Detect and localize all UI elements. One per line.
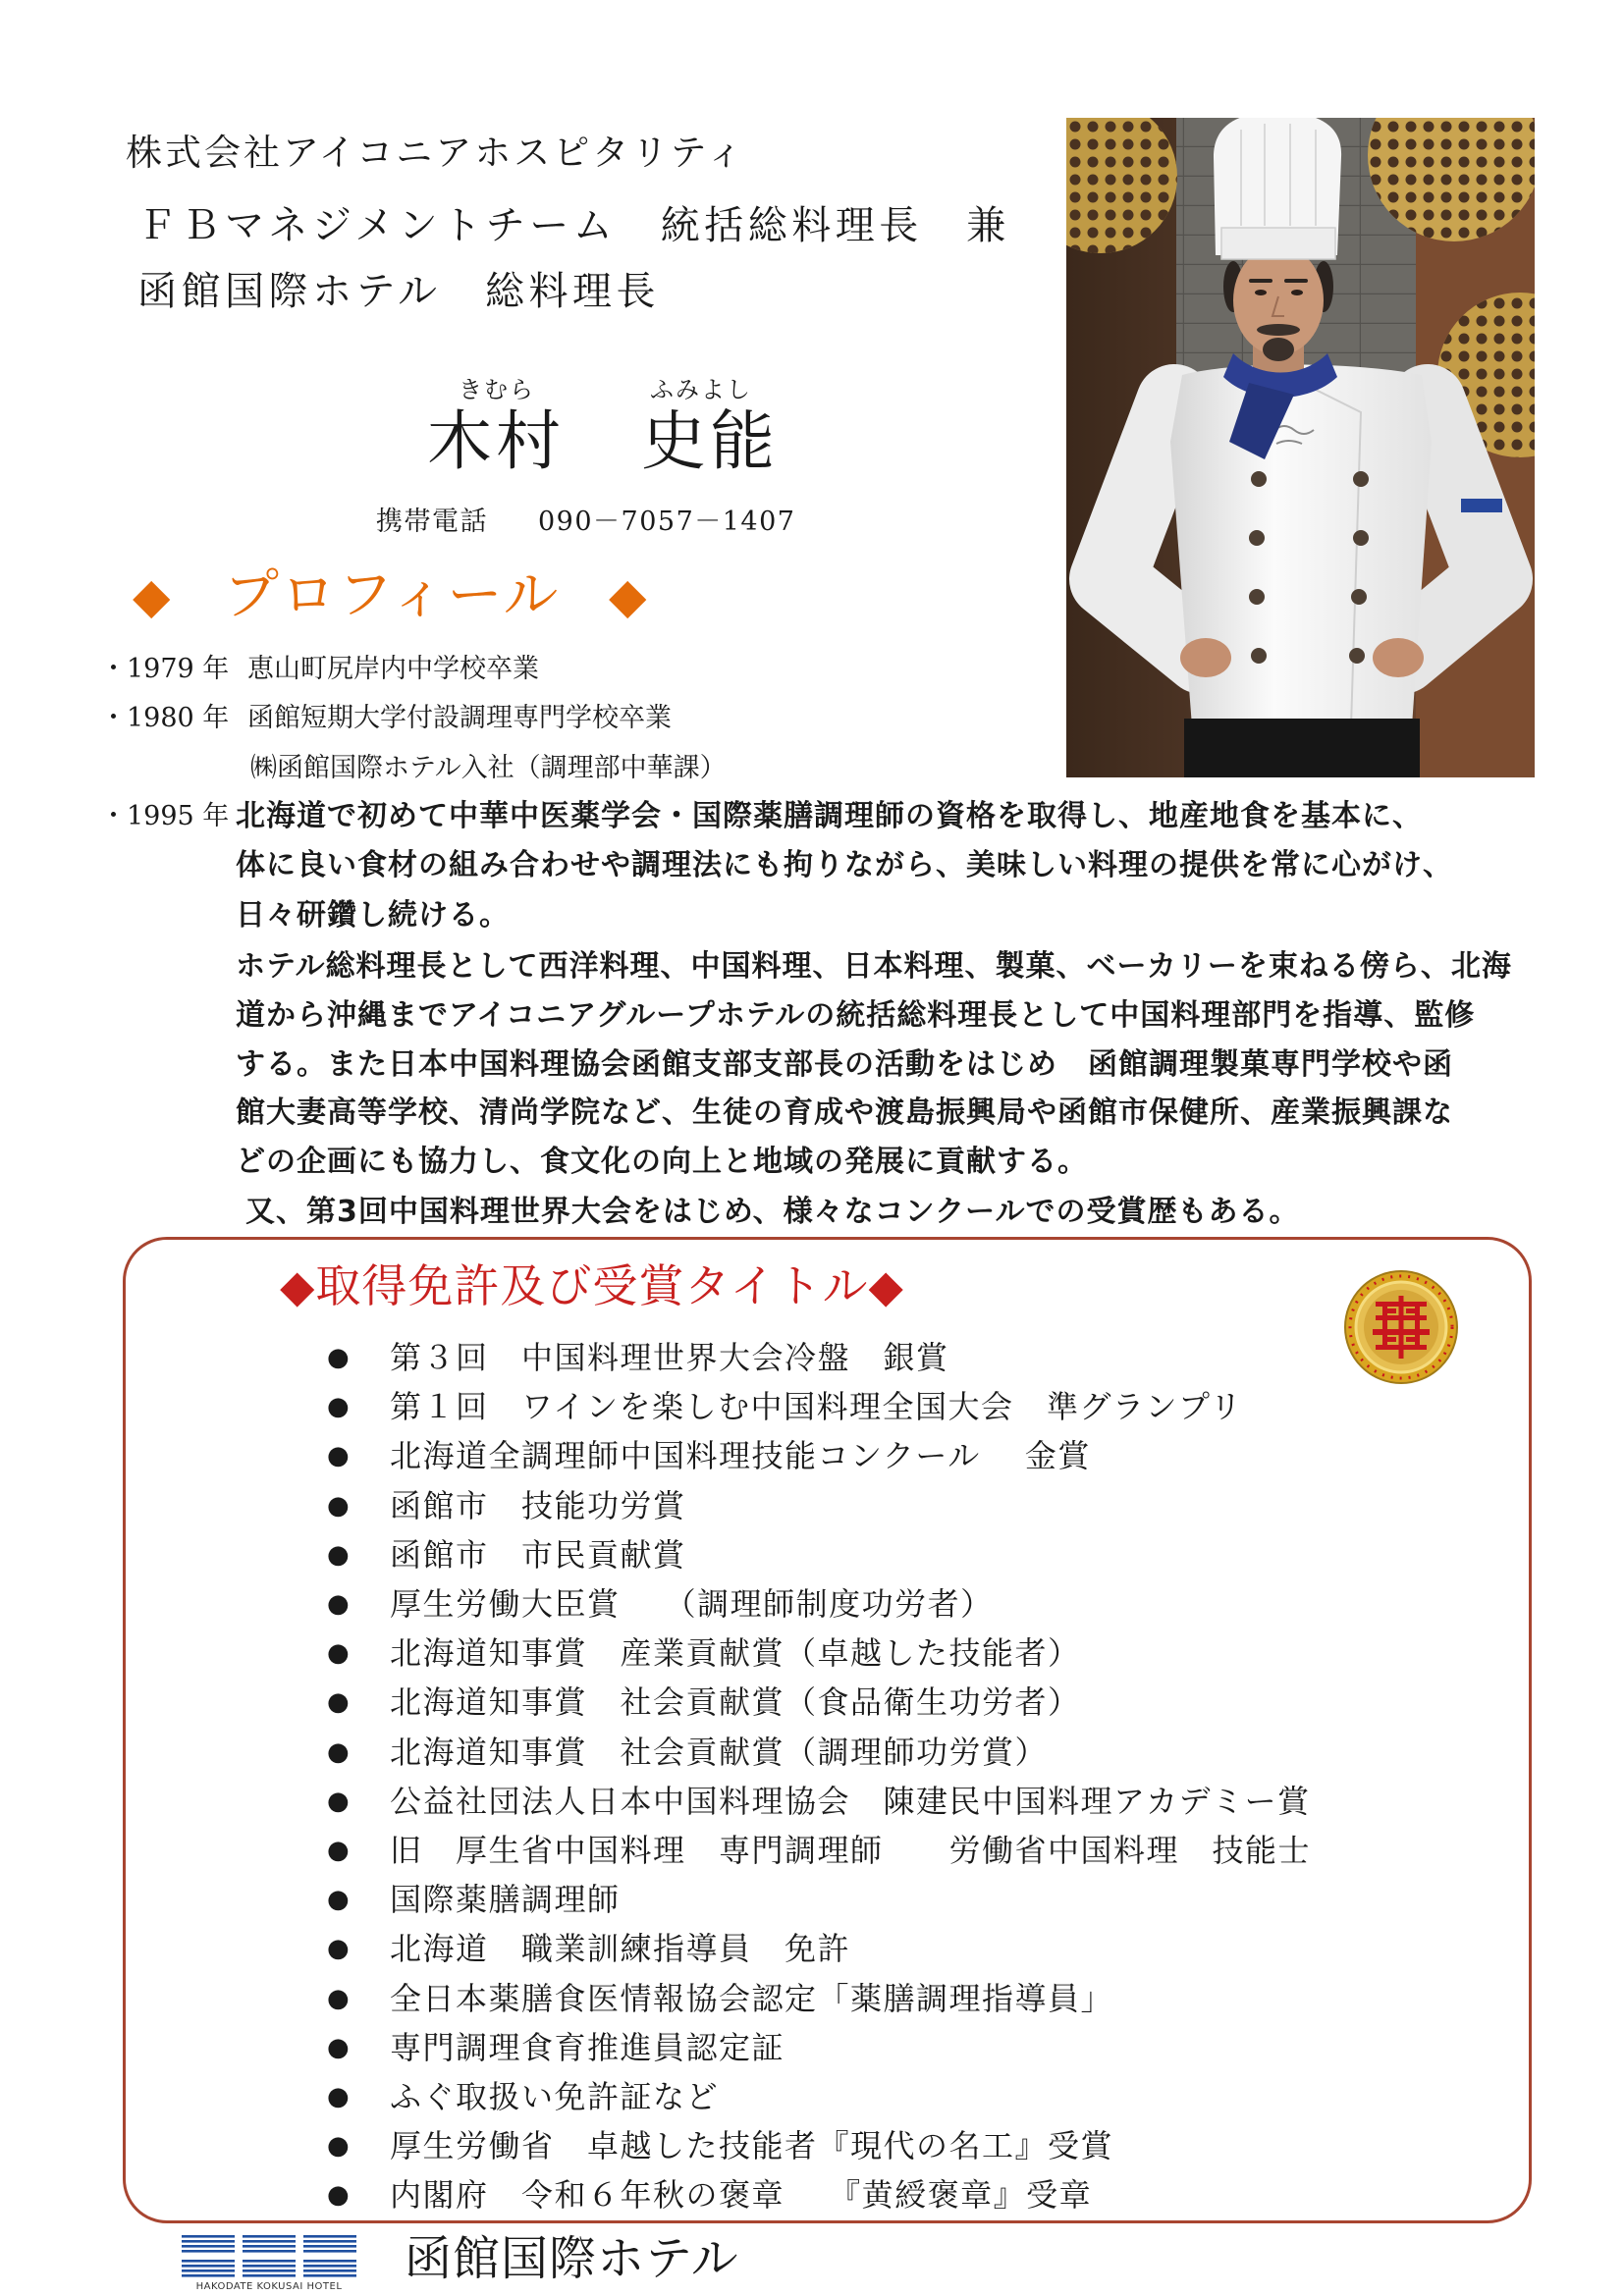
profile-detail-line: ホテル総料理長として西洋料理、中国料理、日本料理、製菓、ベーカリーを束ねる傍ら、北海: [236, 949, 1512, 984]
award-item: [327, 1431, 1311, 1480]
award-item: [327, 1333, 1311, 1382]
award-text: 函館市 技能功労賞: [390, 1486, 686, 1524]
award-item: [327, 1875, 1311, 1924]
award-text: 第３回 中国料理世界大会冷盤 銀賞: [390, 1339, 949, 1377]
award-item: [327, 1728, 1311, 1777]
bullet-icon: ●: [327, 1392, 350, 1422]
profile-detail-line: 体に良い食材の組み合わせや調理法にも拘りながら、美味しい料理の提供を常に心がけ、: [236, 848, 1453, 882]
bullet-icon: ●: [327, 2032, 350, 2062]
awards-list: [327, 1333, 1311, 2219]
award-text: 内閣府 令和６年秋の褒章 『黄綬褒章』受章: [390, 2176, 1093, 2215]
profile-detail-line: 又、第3回中国料理世界大会をはじめ、様々なコンクールでの受賞歴もある。: [245, 1195, 1300, 1229]
right-hand: [1373, 638, 1424, 677]
award-text: 厚生労働大臣賞 （調理師制度功労者）: [390, 1585, 994, 1624]
bullet-icon: ●: [327, 1589, 350, 1620]
award-item: [327, 1826, 1311, 1875]
timeline-year: ・1979 年: [100, 654, 230, 684]
award-item: [327, 1579, 1311, 1629]
award-item: [327, 1481, 1311, 1530]
bullet-icon: ●: [327, 1343, 350, 1373]
profile-detail-line: 日々研鑽し続ける。: [236, 898, 510, 933]
profile-detail-line: する。また日本中国料理協会函館支部支部長の活動をはじめ 函館調理製菓専門学校や函: [236, 1047, 1453, 1082]
bullet-icon: ●: [327, 1638, 350, 1669]
given-name-reading: ふみよし: [650, 376, 752, 403]
award-item: [327, 2121, 1311, 2170]
bullet-icon: ●: [327, 1736, 350, 1767]
bullet-icon: ●: [327, 2131, 350, 2162]
award-text: 公益社団法人日本中国料理協会 陳建民中国料理アカデミー賞: [390, 1782, 1311, 1820]
award-text: 北海道知事賞 産業貢献賞（卓越した技能者）: [390, 1634, 1081, 1673]
footer-hotel-name: 函館国際ホテル: [405, 2231, 739, 2286]
award-item: [327, 1678, 1311, 1727]
bullet-icon: ●: [327, 1490, 350, 1521]
profile-heading: プロフィール: [224, 563, 561, 627]
award-text: 函館市 市民貢献賞: [390, 1535, 686, 1574]
timeline-year: ・1980 年: [100, 703, 230, 733]
given-name: 史能: [641, 403, 779, 479]
award-text: 北海道知事賞 社会貢献賞（食品衛生功労者）: [390, 1683, 1081, 1722]
hotel-stripes-logo-icon: [182, 2235, 356, 2279]
bullet-icon: ●: [327, 1441, 350, 1471]
award-text: 北海道全調理師中国料理技能コンクール 金賞: [390, 1437, 1091, 1475]
timeline-text: 函館短期大学付設調理専門学校卒業: [247, 703, 672, 733]
award-text: 旧 厚生省中国料理 専門調理師 労働省中国料理 技能士: [390, 1831, 1312, 1869]
bullet-icon: ●: [327, 1835, 350, 1865]
award-item: [327, 2023, 1311, 2072]
job-title: ＦＢマネジメントチーム 統括総料理長 兼: [137, 203, 1010, 248]
award-item: [327, 2170, 1311, 2219]
profile-detail-line: 館大妻高等学校、清尚学院など、生徒の育成や渡島振興局や函館市保健所、産業振興課な: [236, 1095, 1453, 1130]
award-item: [327, 1924, 1311, 1973]
award-text: 国際薬膳調理師: [390, 1881, 621, 1919]
award-item: [327, 1530, 1311, 1579]
award-item: [327, 1629, 1311, 1678]
bullet-icon: ●: [327, 1687, 350, 1718]
award-text: 北海道 職業訓練指導員 免許: [390, 1930, 851, 1968]
award-item: [327, 2072, 1311, 2121]
sleeve-badge: [1461, 499, 1502, 512]
award-text: 全日本薬膳食医情報協会認定「薬膳調理指導員」: [390, 1979, 1114, 2017]
award-text: ふぐ取扱い免許証など: [390, 2077, 720, 2115]
award-text: 北海道知事賞 社会貢献賞（調理師功労賞）: [390, 1733, 1049, 1771]
award-text: 厚生労働省 卓越した技能者『現代の名工』受賞: [390, 2127, 1114, 2165]
surname-reading: きむら: [459, 376, 535, 403]
surname: 木村: [427, 403, 565, 479]
left-hand: [1180, 638, 1231, 677]
company-name: 株式会社アイコニアホスピタリティ: [126, 132, 746, 174]
gold-emblem-icon: [1343, 1269, 1459, 1385]
bullet-icon: ●: [327, 2180, 350, 2211]
award-text: 第１回 ワインを楽しむ中国料理全国大会 準グランプリ: [390, 1388, 1243, 1426]
profile-detail-line: どの企画にも協力し、食文化の向上と地域の発展に貢献する。: [236, 1145, 1088, 1179]
timeline-text: 恵山町尻岸内中学校卒業: [247, 654, 539, 684]
bullet-icon: ●: [327, 1786, 350, 1816]
timeline-year: ・1995 年: [100, 801, 230, 831]
award-item: [327, 1382, 1311, 1431]
phone-number: 090－7057－1407: [538, 507, 796, 537]
bullet-icon: ●: [327, 1934, 350, 1964]
timeline-text: ㈱函館国際ホテル入社（調理部中華課）: [250, 753, 727, 783]
award-item: [327, 1777, 1311, 1826]
bullet-icon: ●: [327, 1983, 350, 2013]
black-apron: [1184, 719, 1420, 777]
hotel-job-title: 函館国際ホテル 総料理長: [137, 269, 660, 314]
phone-label: 携帯電話: [376, 507, 488, 537]
logo-caption: HAKODATE KOKUSAI HOTEL: [195, 2281, 343, 2292]
diamond-icon: ◆: [609, 567, 647, 624]
bullet-icon: ●: [327, 1539, 350, 1570]
chef-hat: [1214, 118, 1341, 259]
awards-heading: ◆取得免許及び受賞タイトル◆: [280, 1259, 904, 1312]
bullet-icon: ●: [327, 2081, 350, 2111]
award-item: [327, 1973, 1311, 2022]
chef-portrait-photo: [1066, 118, 1535, 777]
profile-detail-line: 北海道で初めて中華中医薬学会・国際薬膳調理師の資格を取得し、地産地食を基本に、: [236, 799, 1423, 833]
award-text: 専門調理食育推進員認定証: [390, 2028, 785, 2066]
profile-detail-line: 道から沖縄までアイコニアグループホテルの統括総料理長として中国料理部門を指導、監修: [236, 998, 1476, 1033]
bullet-icon: ●: [327, 1885, 350, 1915]
diamond-icon: ◆: [133, 567, 171, 624]
